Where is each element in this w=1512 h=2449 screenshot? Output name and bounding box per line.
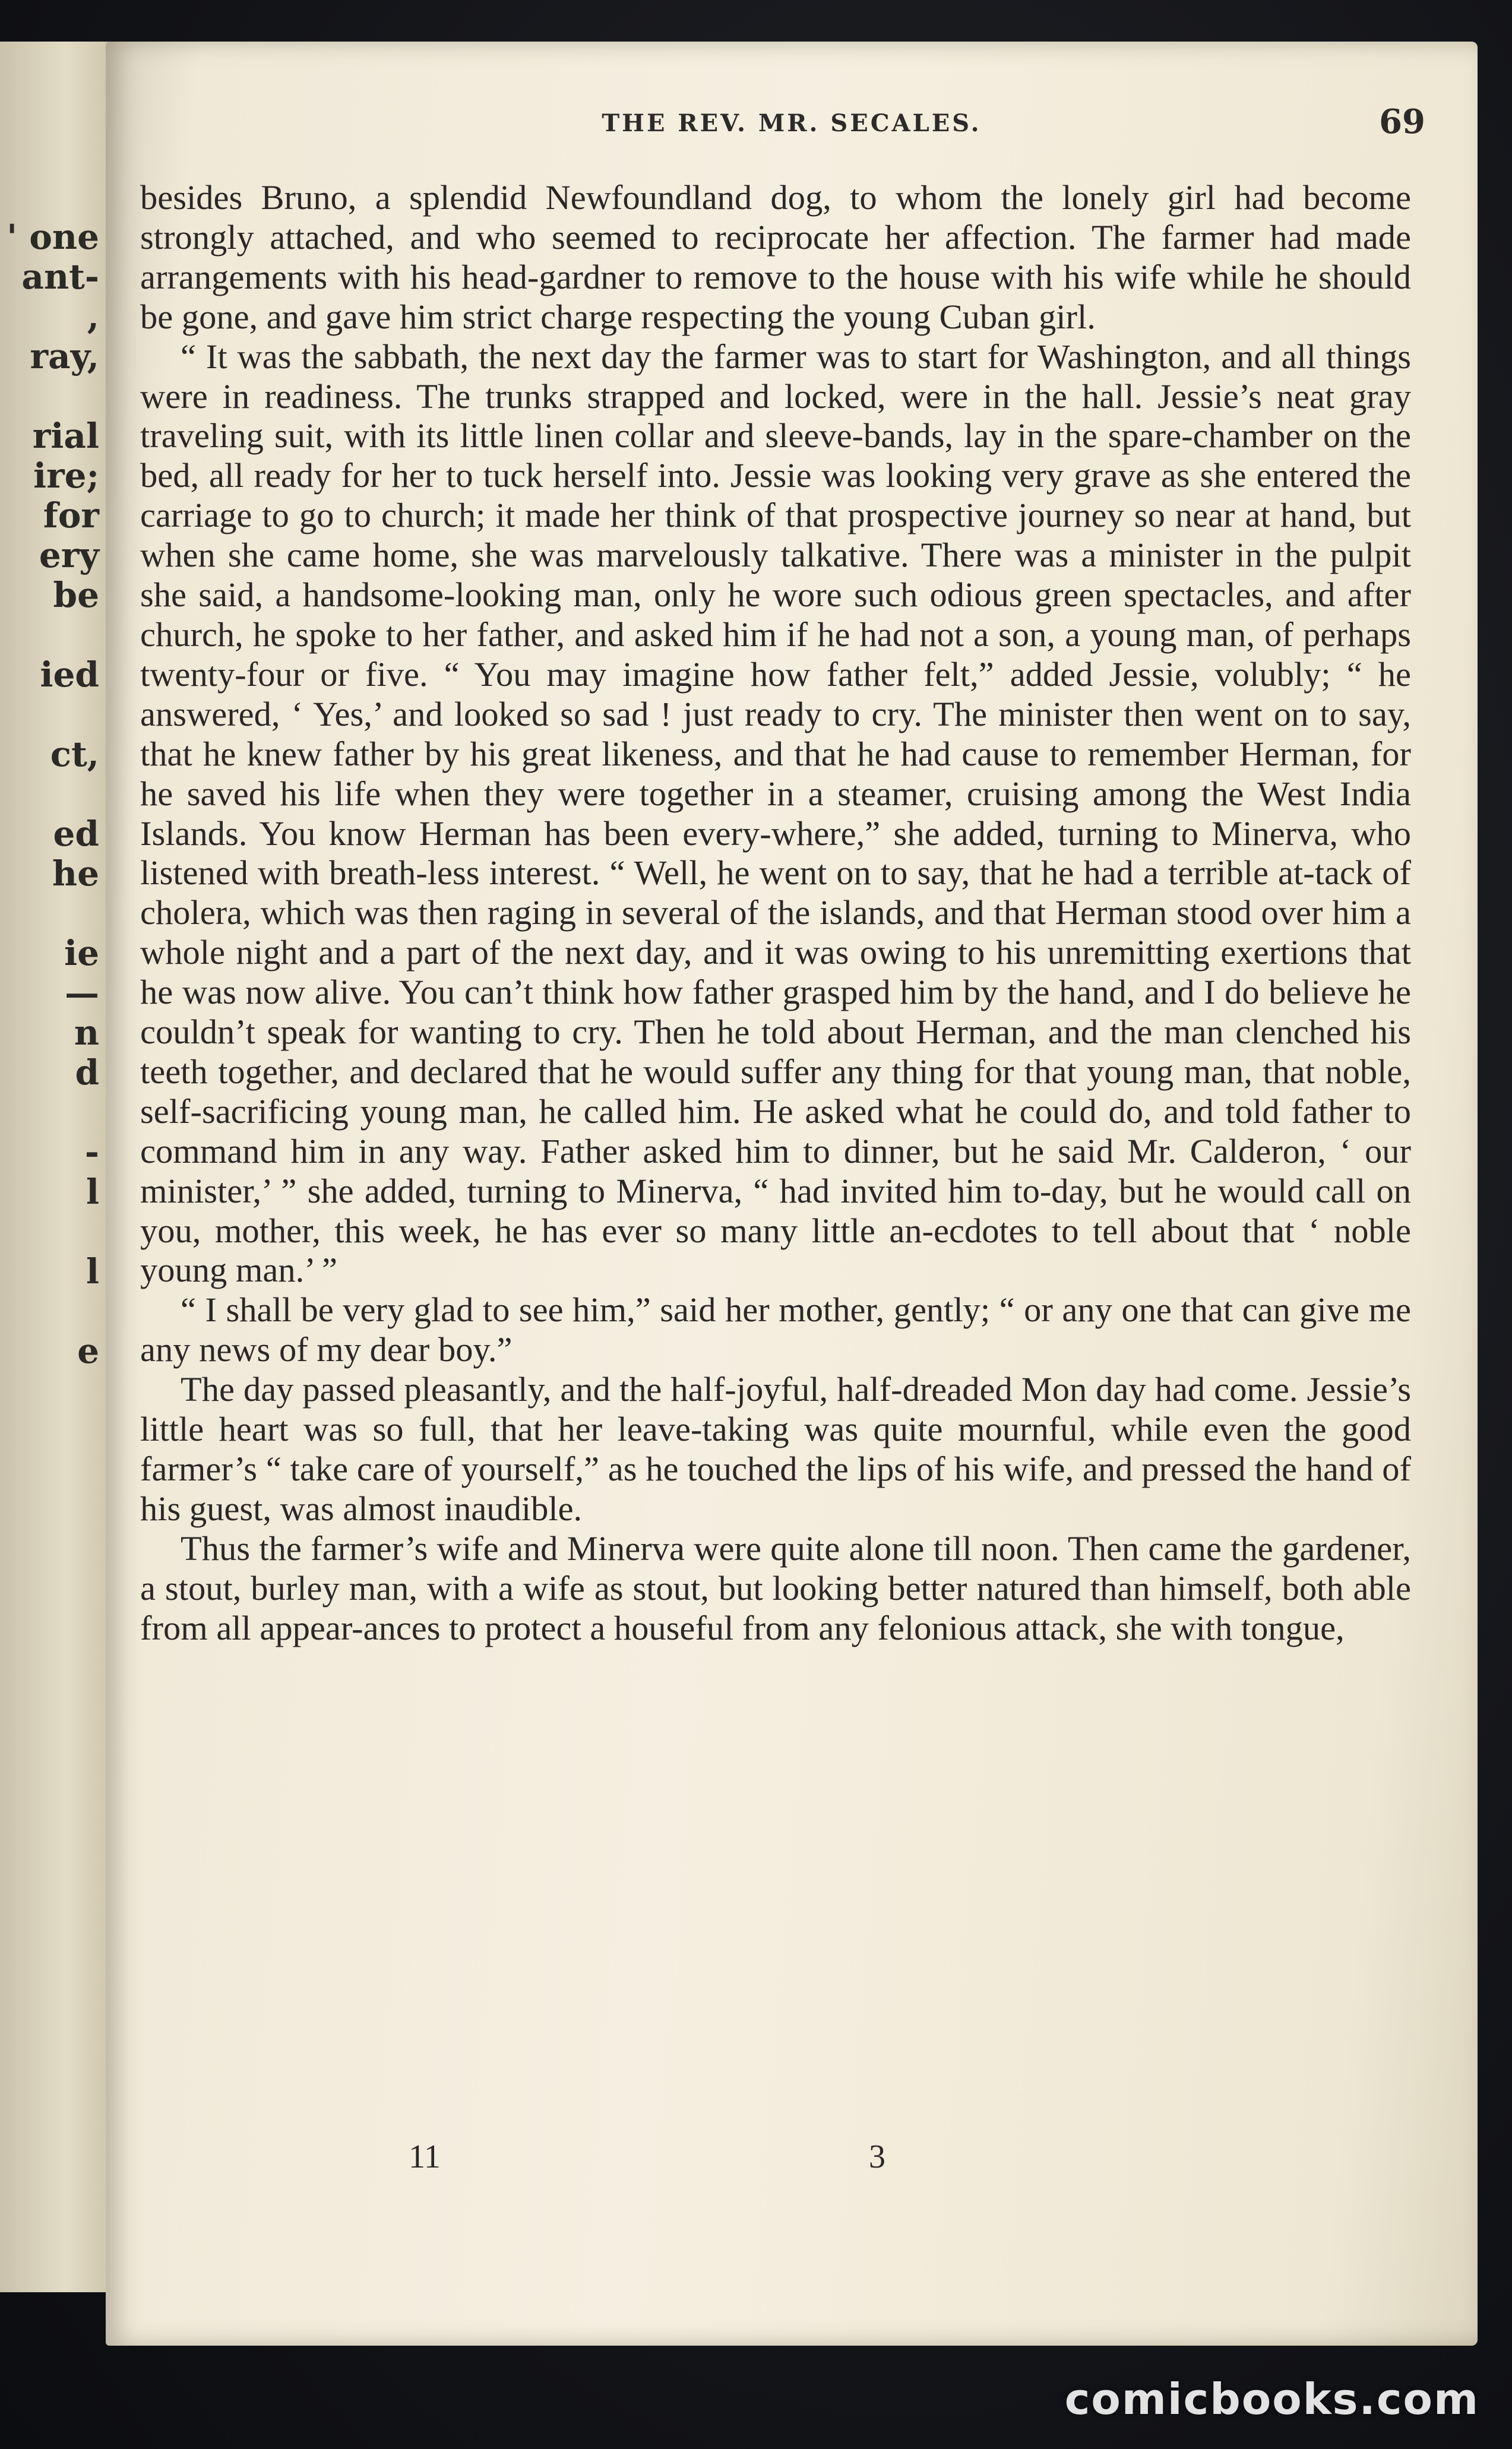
left-page-text-fragment: , [87, 296, 99, 337]
left-page-text-fragment: d [75, 1052, 99, 1093]
left-page-text-fragment: n [74, 1012, 99, 1053]
paragraph-2: “ It was the sabbath, the next day the farmer was to start for Washington, and all things were in readiness. The trunks strapped and locked, were in the hall. Jessie’s neat gray traveling suit, with its little linen collar and sleeve-bands, lay in the spare-chamber on the bed, all ready for her to tuck herself into. Jessie was looking very grave as she entered the carriage to go to church; it made her think of that prospective journey so near at hand, but when she came home, she was marvelously talkative. There was a minister in the pulpit she said, a handsome-looking man, only he wore such odious green spectacles, and after church, he spoke to her father, and asked him if he had not a son, a young man, of perhaps twenty-four or five. “ You may imagine how father felt,” added Jessie, volubly; “ he answered, ‘ Yes,’ and looked so sad ! just ready to cry. The minister then went on to say, that he knew father by his great likeness, and that he had cause to remember Herman, for he saved his life when they were together in a steamer, cruising among the West India Islands. You know Herman has been every-where,” she added, turning to Minerva, who listened with breath-less interest. “ Well, he went on to say, that he had a terrible at-tack of cholera, which was then raging in several of the islands, and that Herman stood over him a whole night and a part of the next day, and it was owing to his unremitting exertions that he was now alive. You can’t think how father grasped him by the hand, and I do believe he couldn’t speak for wanting to cry. Then he told about Herman, and the man clenched his teeth together, and declared that he would suffer any thing for that young man, that noble, self-sacrificing young man, he called him. He asked what he could do, and told father to command him in any way. Father asked him to dinner, but he said Mr. Calderon, ‘ our minister,’ ” she added, turning to Minerva, “ had invited him to-day, but he would call on you, mother, this week, he has ever so many little an-ecdotes to tell about that ‘ noble young man.’ ” [140, 337, 1411, 1290]
left-facing-page-fragment [0, 42, 112, 2292]
watermark: comicbooks.com [1064, 2374, 1479, 2424]
paragraph-5: Thus the farmer’s wife and Minerva were quite alone till noon. Then came the gardener, a stout, burley man, with a wife as stout, but looking better natured than himself, both able from all appear-ances to protect a houseful from any felonious attack, she with tongue, [140, 1529, 1411, 1647]
book-page [106, 42, 1478, 2346]
page-number: 69 [1379, 102, 1425, 141]
left-page-text-fragment: ire; [33, 455, 99, 496]
left-page-text-fragment: e [77, 1331, 99, 1371]
left-page-text-fragment: be [53, 575, 99, 615]
signature-line [106, 2138, 1478, 2185]
left-page-text-fragment: ray, [30, 336, 99, 376]
left-page-text-fragment: for [43, 495, 99, 536]
running-head [106, 102, 1478, 144]
left-page-text-fragment: ie [64, 933, 99, 973]
left-page-text-fragment: - [84, 1132, 99, 1172]
left-page-text-fragment: ied [40, 654, 99, 695]
left-page-text-fragment: — [65, 973, 99, 1013]
left-page-text-fragment: he [52, 853, 99, 894]
signature-mark-right: 3 [869, 2138, 885, 2175]
paragraph-1: besides Bruno, a splendid Newfoundland dog, to whom the lonely girl had become strongly attached, and who seemed to reciprocate her affection. The farmer had made arrangements with his head-gardner to remove to the house with his wife while he should be gone, and gave him strict charge respecting the young Cuban girl. [140, 178, 1411, 336]
left-page-text-fragment: rial [32, 416, 99, 456]
left-page-text-fragment: l [86, 1251, 99, 1292]
left-page-text-fragment: ed [53, 814, 99, 854]
left-page-text-fragment: l [86, 1172, 99, 1212]
left-page-text-fragment: ct, [50, 734, 99, 774]
running-head-title: THE REV. MR. SECALES. [602, 109, 982, 137]
signature-mark-left: 11 [409, 2138, 441, 2175]
paragraph-3: “ I shall be very glad to see him,” said her mother, gently; “ or any one that can give me any news of my dear boy.” [140, 1290, 1411, 1369]
left-page-text-fragment: ery [39, 535, 99, 575]
paragraph-4: The day passed pleasantly, and the half-joyful, half-dreaded Mon day had come. Jessie’s little heart was so full, that her leave-taking was quite mournful, while even the good farmer’s “ take care of yourself,” as he touched the lips of his wife, and pressed the hand of his guest, was almost inaudible. [140, 1370, 1411, 1528]
left-page-text-fragment: ant- [21, 257, 99, 297]
left-page-text-fragment: ' one [7, 217, 99, 257]
body-text [140, 178, 1411, 1649]
